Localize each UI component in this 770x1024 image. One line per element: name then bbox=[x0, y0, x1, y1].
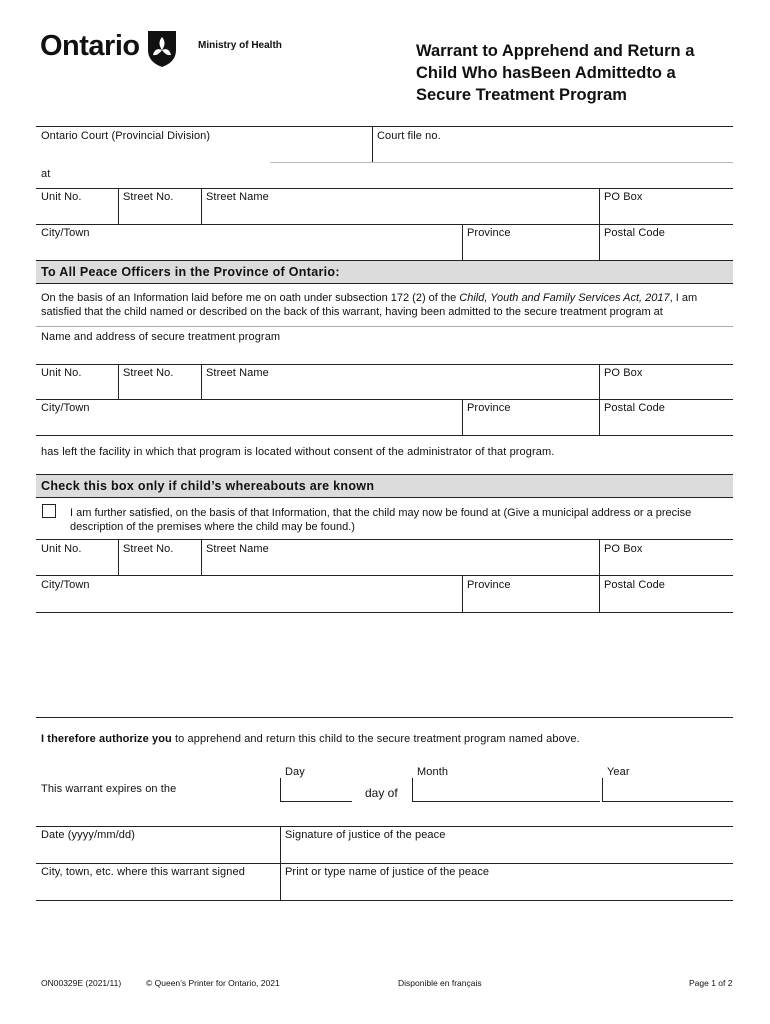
whereabouts-text bbox=[70, 506, 730, 534]
authorize-text-bold: I therefore authorize you bbox=[41, 733, 172, 745]
information-text-line2: satisfied that the child named or described on the back of this warrant, having been admitted to the secure treatment program at bbox=[41, 306, 663, 318]
form-number: ON00329E (2021/11) bbox=[41, 978, 122, 988]
postal-code-label: Postal Code bbox=[604, 402, 666, 414]
information-text-end: , I am bbox=[669, 292, 698, 304]
authorize-text-rest: to apprehend and return this child to the secure treatment program named above. bbox=[171, 733, 580, 745]
logo-wordmark: Ontario bbox=[40, 30, 140, 62]
day-label: Day bbox=[285, 766, 305, 778]
court-location-field[interactable] bbox=[36, 164, 733, 188]
province-label: Province bbox=[467, 227, 511, 239]
street-name-label: Street Name bbox=[206, 367, 269, 379]
city-label: City/Town bbox=[41, 579, 90, 591]
month-label: Month bbox=[417, 766, 449, 778]
city-label: City/Town bbox=[41, 402, 90, 414]
divider bbox=[270, 162, 733, 163]
postal-code-label: Postal Code bbox=[604, 579, 666, 591]
street-no-label: Street No. bbox=[123, 191, 174, 203]
whereabouts-text-line1: I am further satisfied, on the basis of that Information, that the child may now be found at (Give a municipal address or a precise bbox=[70, 507, 692, 519]
left-facility-text: has left the facility in which that program is located without consent of the administrator of that program. bbox=[41, 446, 555, 458]
unit-label: Unit No. bbox=[41, 367, 82, 379]
province-label: Province bbox=[467, 402, 511, 414]
city-label: City/Town bbox=[41, 227, 90, 239]
form-title bbox=[416, 40, 694, 106]
act-name: Child, Youth and Family Services Act, 2017 bbox=[459, 292, 670, 304]
signing-city-label: City, town, etc. where this warrant signed bbox=[41, 866, 245, 878]
divider bbox=[36, 435, 733, 436]
whereabouts-heading: Check this box only if child’s whereabouts are known bbox=[36, 474, 733, 498]
po-box-label: PO Box bbox=[604, 543, 643, 555]
page-number: Page 1 of 2 bbox=[689, 978, 733, 988]
day-of-label: day of bbox=[365, 786, 398, 800]
court-file-number-label: Court file no. bbox=[377, 130, 441, 142]
information-paragraph bbox=[41, 291, 731, 319]
ontario-logo bbox=[40, 30, 190, 70]
province-label: Province bbox=[467, 579, 511, 591]
expiry-month-field[interactable] bbox=[412, 778, 600, 802]
expiry-day-field[interactable] bbox=[280, 778, 352, 802]
whereabouts-checkbox[interactable] bbox=[42, 504, 56, 518]
copyright: © Queen’s Printer for Ontario, 2021 bbox=[146, 978, 280, 988]
form-title-line2: Child Who hasBeen Admittedto a bbox=[416, 64, 676, 82]
street-name-label: Street Name bbox=[206, 191, 269, 203]
street-no-label: Street No. bbox=[123, 367, 174, 379]
whereabouts-city-field[interactable] bbox=[36, 576, 462, 612]
po-box-label: PO Box bbox=[604, 191, 643, 203]
unit-label: Unit No. bbox=[41, 191, 82, 203]
divider bbox=[36, 612, 733, 613]
authorize-text bbox=[41, 733, 580, 745]
program-city-field[interactable] bbox=[36, 400, 462, 435]
street-no-label: Street No. bbox=[123, 543, 174, 555]
ministry-name: Ministry of Health bbox=[198, 40, 282, 51]
postal-code-label: Postal Code bbox=[604, 227, 666, 239]
court-location-label: at bbox=[41, 168, 51, 180]
justice-signature-label: Signature of justice of the peace bbox=[285, 829, 446, 841]
year-label: Year bbox=[607, 766, 630, 778]
divider bbox=[36, 900, 733, 901]
form-title-line3: Secure Treatment Program bbox=[416, 86, 627, 104]
date-label: Date (yyyy/mm/dd) bbox=[41, 829, 135, 841]
trillium-icon bbox=[144, 28, 180, 68]
po-box-label: PO Box bbox=[604, 367, 643, 379]
unit-label: Unit No. bbox=[41, 543, 82, 555]
expires-label: This warrant expires on the bbox=[41, 783, 177, 795]
divider bbox=[36, 717, 733, 718]
expiry-year-field[interactable] bbox=[602, 778, 733, 802]
court-city-field[interactable] bbox=[36, 225, 462, 260]
peace-officers-heading: To All Peace Officers in the Province of Ontario: bbox=[36, 260, 733, 284]
court-name-label: Ontario Court (Provincial Division) bbox=[41, 130, 211, 142]
justice-name-label: Print or type name of justice of the peace bbox=[285, 866, 490, 878]
information-text: On the basis of an Information laid before me on oath under subsection 172 (2) of the bbox=[41, 292, 460, 304]
program-name-label: Name and address of secure treatment program bbox=[41, 331, 281, 343]
form-title-line1: Warrant to Apprehend and Return a bbox=[416, 42, 695, 60]
street-name-label: Street Name bbox=[206, 543, 269, 555]
whereabouts-text-line2: description of the premises where the child may be found.) bbox=[70, 521, 355, 533]
french-availability: Disponible en français bbox=[398, 978, 482, 988]
